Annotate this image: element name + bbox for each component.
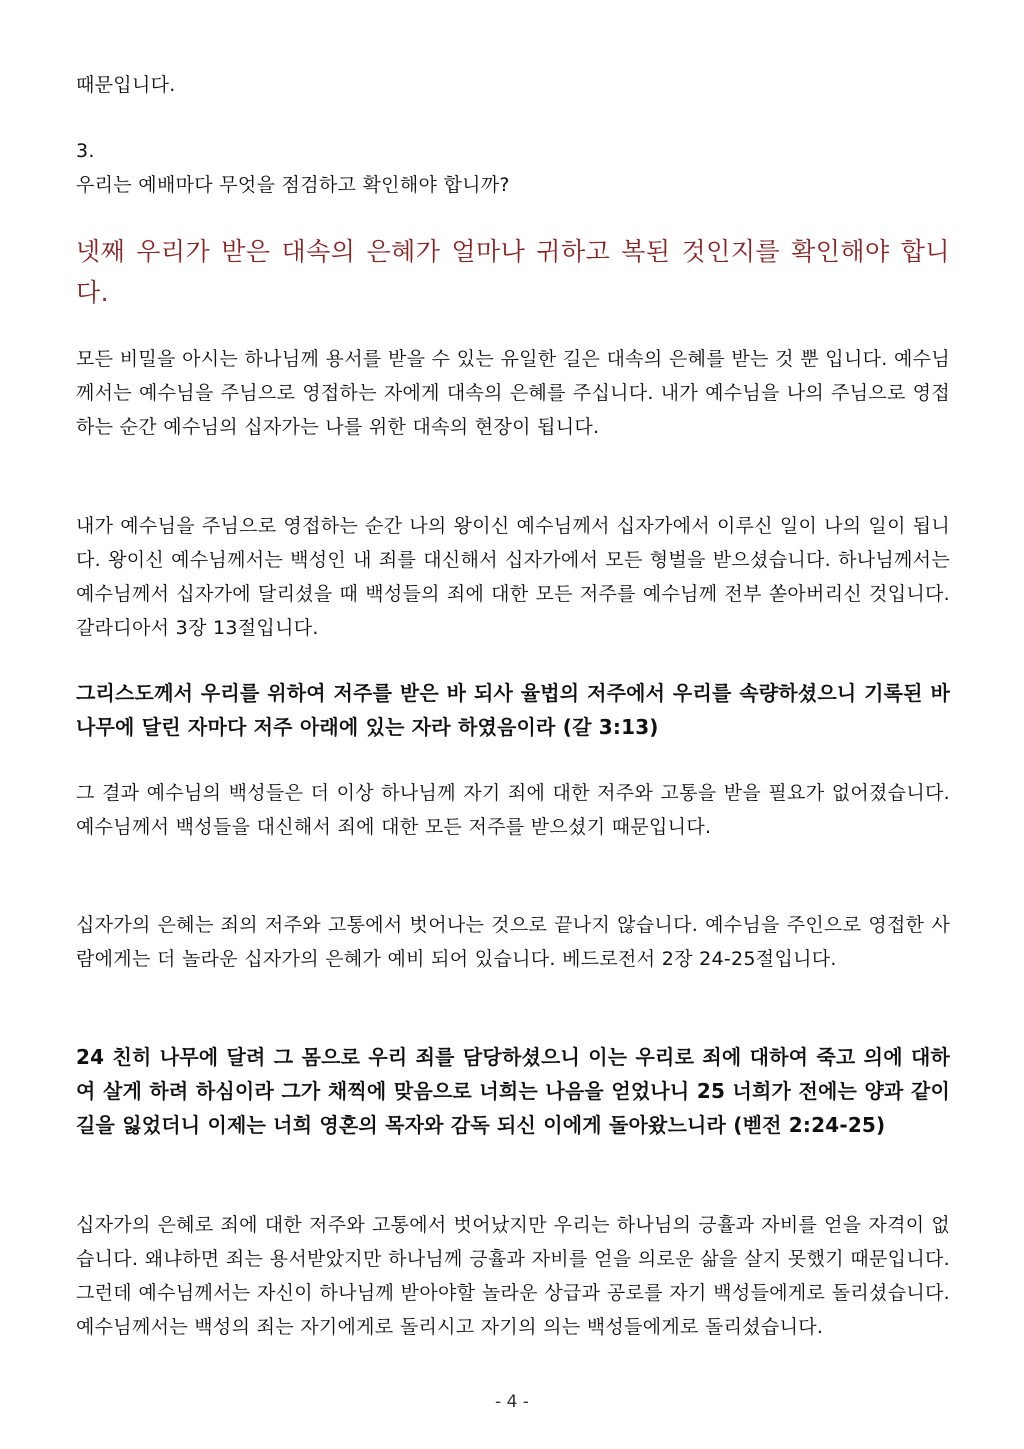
question-text: 우리는 예배마다 무엇을 점검하고 확인해야 합니까? — [76, 174, 510, 196]
paragraph-5: 십자가의 은혜로 죄에 대한 저주와 고통에서 벗어났지만 우리는 하나님의 긍휼과 자비를 얻을 자격이 없습니다. 왜냐하면 죄는 용서받았지만 하나님께 긍휼과 자비를 얻을 의로운 삶을 살지 못했기 때문입니다. 그런데 예수님께서는 자신이 하나님께 받아야할 놀라운 상급과 공로를 자기 백성들에게로 돌리셨습니다. 예수님께서는 백성의 죄는 자기에게로 돌리시고 자기의 의는 백성들에게로 돌리셨습니다. — [76, 1214, 950, 1338]
paragraph-2: 내가 예수님을 주님으로 영접하는 순간 나의 왕이신 예수님께서 십자가에서 이루신 일이 나의 일이 됩니다. 왕이신 예수님께서는 백성인 내 죄를 대신해서 십자가에서 모든 형벌을 받으셨습니다. 하나님께서는 예수님께서 십자가에 달리셨을 때 백성들의 죄에 대한 모든 저주를 예수님께 전부 쏟아버리신 것입니다. 갈라디아서 3장 13절입니다. — [76, 515, 950, 639]
scripture-quote-1peter: 24 친히 나무에 달려 그 몸으로 우리 죄를 담당하셨으니 이는 우리로 죄에 대하여 죽고 의에 대하여 살게 하려 하심이라 그가 채찍에 맞음으로 너희는 나음을 얻었나니 25 너희가 전에는 양과 같이 길을 잃었더니 이제는 너희 영혼의 목자와 감독 되신 이에게 돌아왔느니라 (벧전 2:24-25) — [76, 1045, 950, 1137]
paragraph-3: 그 결과 예수님의 백성들은 더 이상 하나님께 자기 죄에 대한 저주와 고통을 받을 필요가 없어졌습니다. 예수님께서 백성들을 대신해서 죄에 대한 모든 저주를 받으셨기 때문입니다. — [76, 782, 950, 838]
scripture-quote-galatians: 그리스도께서 우리를 위하여 저주를 받은 바 되사 율법의 저주에서 우리를 속량하셨으니 기록된 바 나무에 달린 자마다 저주 아래에 있는 자라 하였음이라 (갈 3:13) — [76, 681, 950, 739]
section-heading: 넷째 우리가 받은 대속의 은혜가 얼마나 귀하고 복된 것인지를 확인해야 합니다. — [76, 237, 950, 307]
paragraph-4: 십자가의 은혜는 죄의 저주와 고통에서 벗어나는 것으로 끝나지 않습니다. 예수님을 주인으로 영접한 사람에게는 더 놀라운 십자가의 은혜가 예비 되어 있습니다. 베드로전서 2장 24-25절입니다. — [76, 914, 950, 970]
page-number: - 4 - — [495, 1392, 529, 1412]
paragraph-continuation: 때문입니다. — [76, 74, 176, 96]
paragraph-1: 모든 비밀을 아시는 하나님께 용서를 받을 수 있는 유일한 길은 대속의 은혜를 받는 것 뿐 입니다. 예수님께서는 예수님을 주님으로 영접하는 자에게 대속의 은혜를 주십니다. 내가 예수님을 나의 주님으로 영접하는 순간 예수님의 십자가는 나를 위한 대속의 현장이 됩니다. — [76, 348, 950, 438]
question-number: 3. — [76, 140, 95, 162]
